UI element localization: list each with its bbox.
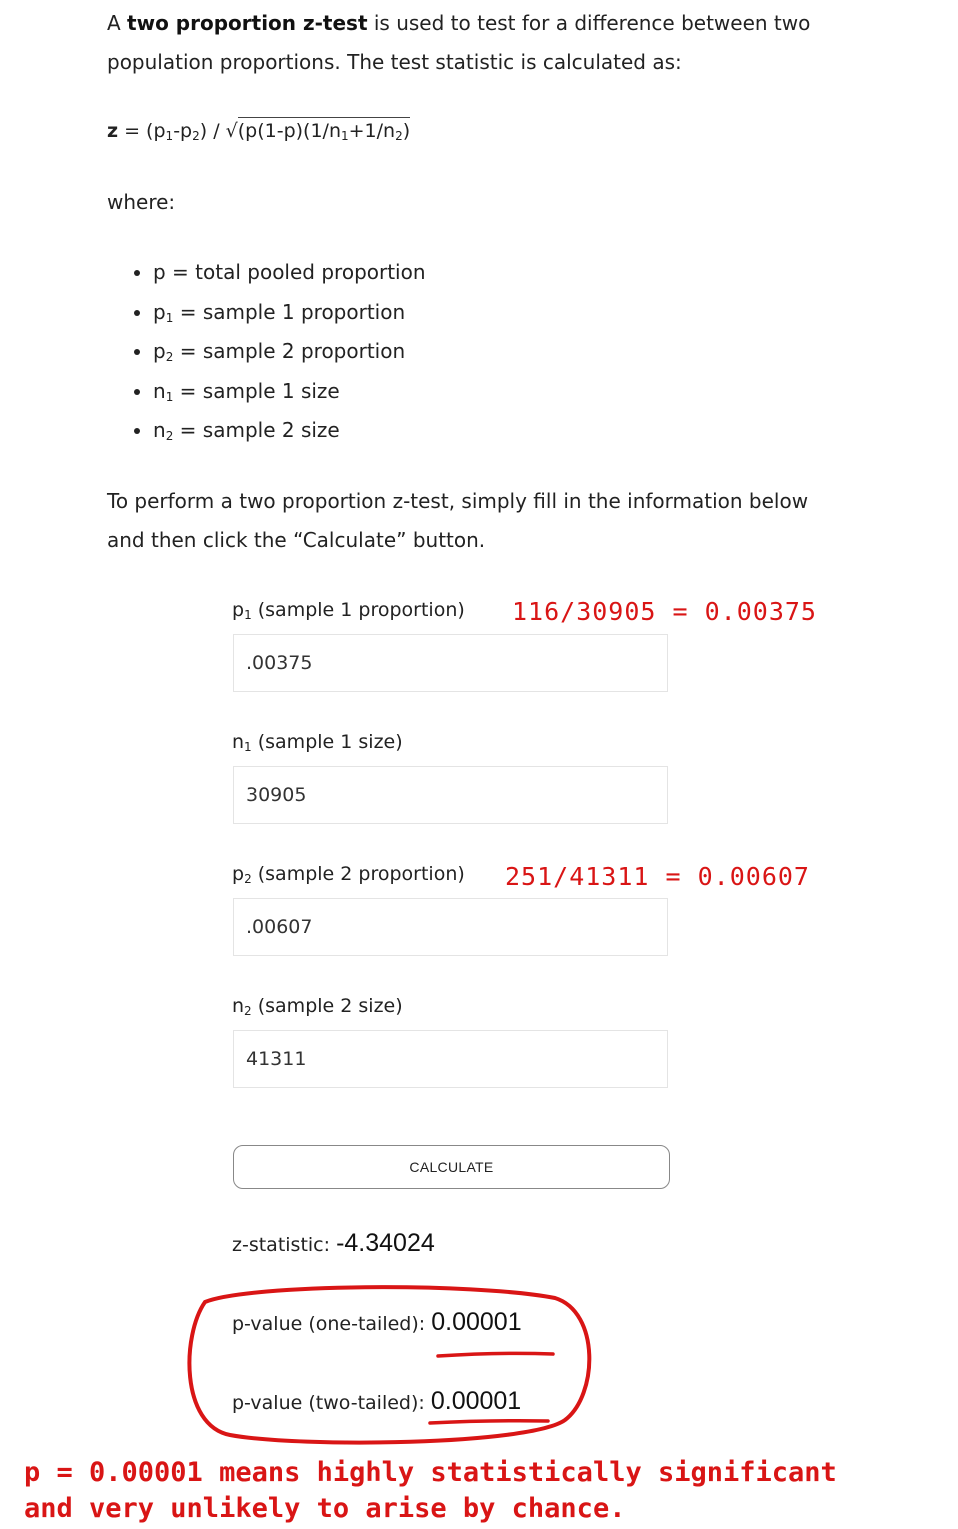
intro-paragraph: A two proportion z-test is used to test for a difference between two population proportions. The test statistic is calculated as: xyxy=(107,11,811,74)
instructions: To perform a two proportion z-test, simply fill in the information below and then click the “Calculate” button. xyxy=(107,489,809,552)
calculate-button[interactable]: CALCULATE xyxy=(233,1145,670,1189)
p2-calc-annotation: 251/41311 = 0.00607 xyxy=(505,862,810,891)
definition-item: • p = total pooled proportion xyxy=(153,254,426,294)
p1-calc-annotation: 116/30905 = 0.00375 xyxy=(512,597,817,626)
n1-input[interactable] xyxy=(233,766,668,824)
underline-one-tailed xyxy=(438,1353,553,1356)
intro-bold-term: two proportion z-test xyxy=(127,11,368,35)
significance-note: p = 0.00001 means highly statistically significant and very unlikely to arise by chance. xyxy=(24,1457,837,1524)
p-value-two-tailed-value: 0.00001 xyxy=(430,1387,522,1415)
p-value-one-tailed: p-value (one-tailed): 0.00001 xyxy=(232,1308,522,1336)
z-statistic-value: -4.34024 xyxy=(336,1229,435,1257)
z-statistic: z-statistic: -4.34024 xyxy=(232,1229,435,1257)
where-label: where: xyxy=(107,190,176,214)
underline-two-tailed xyxy=(430,1421,548,1423)
p1-label: $p_1$ (sample 1 proportion) xyxy=(232,599,465,622)
n1-label: $n_1$ (sample 1 size) xyxy=(232,731,403,754)
definition-item: • $p_2$ = sample 2 proportion xyxy=(153,333,426,373)
n2-label: $n_2$ (sample 2 size) xyxy=(232,995,403,1018)
n2-input[interactable] xyxy=(233,1030,668,1088)
definition-item: • $n_2$ = sample 2 size xyxy=(153,412,426,452)
p2-input[interactable] xyxy=(233,898,668,956)
definition-item: • $p_1$ = sample 1 proportion xyxy=(153,294,426,334)
p1-input[interactable] xyxy=(233,634,668,692)
p-value-two-tailed: p-value (two-tailed): 0.00001 xyxy=(232,1387,522,1415)
z-formula: $z = (p_1-p_2) / √(p(1-p)(1/n_1+1/n_2)$ xyxy=(107,115,410,147)
p2-label: $p_2$ (sample 2 proportion) xyxy=(232,863,465,886)
definition-item: • $n_1$ = sample 1 size xyxy=(153,373,426,413)
definition-list xyxy=(113,254,426,452)
p-value-one-tailed-value: 0.00001 xyxy=(431,1308,522,1336)
